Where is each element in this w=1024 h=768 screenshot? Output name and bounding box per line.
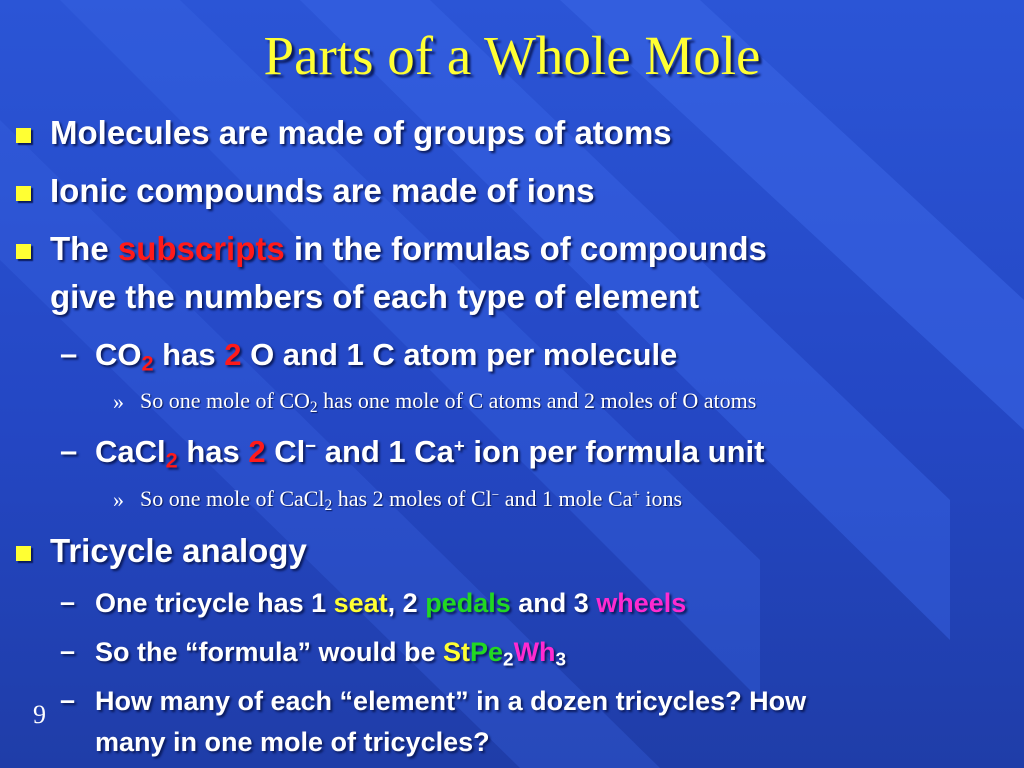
- subscripts-highlight: subscripts: [117, 230, 285, 267]
- dash-marker: –: [60, 587, 76, 617]
- raquo-marker: »: [113, 487, 124, 512]
- dash-marker: –: [60, 636, 76, 666]
- co2-note: So one mole of $CO_2$ has one mole of C atoms and 2 moles of O atoms: [140, 388, 757, 416]
- bullet-subscripts-line2: give the numbers of each type of element: [50, 278, 700, 315]
- raquo-marker: »: [113, 389, 124, 414]
- tricycle-formula-line: So the “formula” would be $StPe_2Wh_3$: [95, 637, 567, 671]
- page-number: 9: [33, 700, 46, 729]
- bullet-subscripts: The subscripts in the formulas of compounds: [50, 230, 767, 267]
- dash-marker: –: [60, 685, 76, 715]
- dash-marker: –: [60, 336, 78, 371]
- bullet-molecules: Molecules are made of groups of atoms: [50, 114, 672, 151]
- tricycle-parts-line: One tricycle has 1 seat, 2 pedals and 3 wheels: [95, 588, 687, 618]
- tricycle-question-line1: How many of each “element” in a dozen tricycles? How: [95, 686, 807, 716]
- tricycle-question-line2: many in one mole of tricycles?: [95, 727, 490, 757]
- square-bullet-icon: [16, 128, 31, 143]
- co2-line: $CO_2$ has 2 O and 1 C atom per molecule: [95, 337, 678, 376]
- slide-title: Parts of a Whole Mole: [263, 25, 761, 86]
- bullet-tricycle: Tricycle analogy: [50, 532, 307, 569]
- cacl2-note: So one mole of CaCl$_2$ has 2 moles of Cl− and 1 mole Ca+ ions: [140, 486, 683, 514]
- square-bullet-icon: [16, 244, 31, 259]
- dash-marker: –: [60, 433, 78, 468]
- cacl2-line: CaCl$_2$ has 2 Cl− and 1 Ca+ ion per formula unit: [95, 434, 765, 473]
- square-bullet-icon: [16, 186, 31, 201]
- bullet-ionic: Ionic compounds are made of ions: [50, 172, 595, 209]
- square-bullet-icon: [16, 546, 31, 561]
